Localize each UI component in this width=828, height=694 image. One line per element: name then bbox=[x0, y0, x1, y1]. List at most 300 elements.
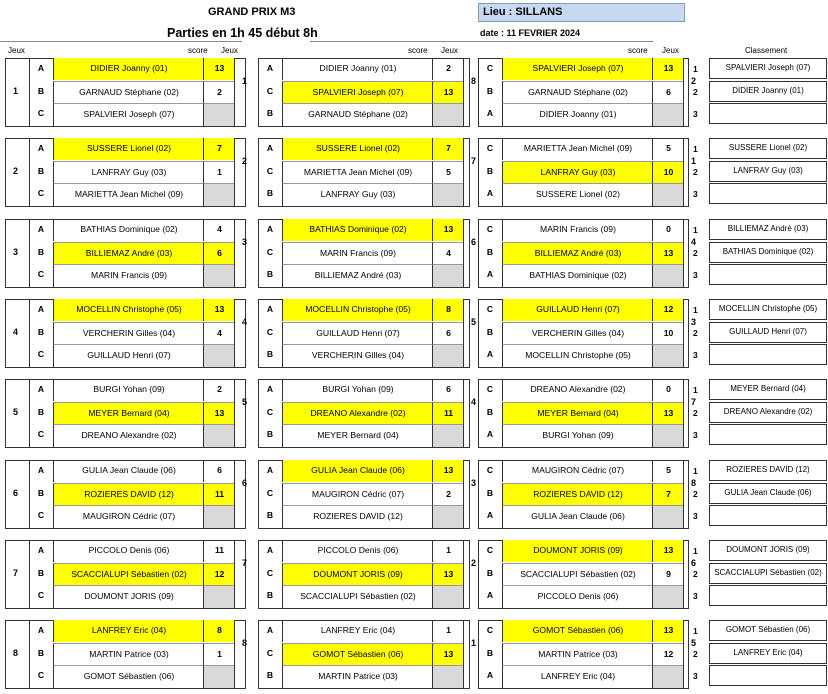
row-letter: B bbox=[266, 429, 274, 440]
row-letter: A bbox=[486, 429, 494, 440]
score-cell[interactable]: 12 bbox=[652, 643, 684, 666]
jeu-number: 7 bbox=[691, 397, 697, 407]
player-name: MARIETTA Jean Michel (09) bbox=[282, 161, 433, 184]
player-name: MARIETTA Jean Michel (09) bbox=[502, 138, 653, 160]
score-cell[interactable]: 11 bbox=[203, 540, 235, 562]
row-letter: A bbox=[486, 349, 494, 360]
jeu-divider bbox=[683, 219, 684, 287]
player-name: BILLIEMAZ André (03) bbox=[502, 242, 653, 265]
player-name: LANFREY Eric (04) bbox=[53, 620, 204, 642]
row-letter: C bbox=[266, 166, 274, 177]
jeu-number: 3 bbox=[242, 237, 248, 247]
player-name: MEYER Bernard (04) bbox=[53, 402, 204, 425]
group-block bbox=[0, 138, 828, 208]
row-letter: A bbox=[37, 304, 45, 315]
jeu-number: 2 bbox=[471, 558, 477, 568]
ranking-cell: GUILLAUD Henri (07) bbox=[709, 322, 827, 343]
row-letter: C bbox=[486, 545, 494, 556]
score-cell[interactable]: 10 bbox=[652, 161, 684, 184]
player-name: MOCELLIN Christophe (05) bbox=[53, 299, 204, 321]
row-letter: C bbox=[266, 648, 274, 659]
player-name: MARTIN Patrice (03) bbox=[53, 643, 204, 666]
table-row bbox=[0, 138, 828, 160]
table-row bbox=[0, 540, 828, 562]
player-name: BURGI Yohan (09) bbox=[282, 379, 433, 401]
jeu-divider bbox=[683, 540, 684, 608]
player-name: GOMOT Sébastien (06) bbox=[282, 643, 433, 666]
row-letter: A bbox=[266, 384, 274, 395]
score-cell[interactable]: 2 bbox=[432, 483, 464, 506]
player-name: DREANO Alexandre (02) bbox=[53, 424, 204, 447]
player-name: BATHIAS Dominique (02) bbox=[282, 219, 433, 241]
group-block bbox=[0, 620, 828, 690]
player-name: SCACCIALUPI Sébastien (02) bbox=[53, 563, 204, 586]
player-name: GUILLAUD Henri (07) bbox=[282, 322, 433, 345]
row-letter: A bbox=[266, 224, 274, 235]
jeu-number: 5 bbox=[471, 317, 477, 327]
row-letter: C bbox=[37, 188, 45, 199]
score-cell[interactable]: 5 bbox=[652, 138, 684, 160]
score-cell[interactable]: 9 bbox=[652, 563, 684, 586]
player-name: MOCELLIN Christophe (05) bbox=[282, 299, 433, 321]
score-cell[interactable] bbox=[652, 344, 684, 367]
table-row bbox=[0, 242, 828, 264]
ranking-cell: GOMOT Sébastien (06) bbox=[709, 620, 827, 641]
player-name: BATHIAS Dominique (02) bbox=[53, 219, 204, 241]
player-name: SPALVIERI Joseph (07) bbox=[53, 103, 204, 126]
row-letter: A bbox=[37, 465, 45, 476]
header-score-1: score bbox=[188, 46, 208, 55]
rank-number: 3 bbox=[693, 511, 698, 521]
table-row bbox=[0, 563, 828, 585]
player-name: GULIA Jean Claude (06) bbox=[53, 460, 204, 482]
page-title: GRAND PRIX M3 bbox=[208, 6, 296, 18]
player-name: SPALVIERI Joseph (07) bbox=[282, 81, 433, 104]
row-letter: A bbox=[266, 465, 274, 476]
jeu-number: 6 bbox=[471, 237, 477, 247]
score-cell[interactable]: 2 bbox=[203, 81, 235, 104]
row-letter: A bbox=[37, 384, 45, 395]
row-letter: B bbox=[37, 166, 45, 177]
score-cell[interactable]: 5 bbox=[652, 460, 684, 482]
row-letter: A bbox=[266, 545, 274, 556]
score-cell[interactable] bbox=[652, 665, 684, 688]
row-letter: A bbox=[266, 304, 274, 315]
header-score-2: score bbox=[408, 46, 428, 55]
group-block bbox=[0, 379, 828, 449]
group-number: 3 bbox=[13, 247, 19, 257]
rank-number: 3 bbox=[693, 591, 698, 601]
jeu-number: 8 bbox=[691, 478, 697, 488]
header-jeux-left: Jeux bbox=[8, 46, 25, 55]
table-row bbox=[0, 620, 828, 642]
header-jeux-2: Jeux bbox=[441, 46, 458, 55]
header-classement: Classement bbox=[745, 46, 788, 55]
rank-number: 2 bbox=[693, 328, 698, 338]
header-jeux-3: Jeux bbox=[662, 46, 679, 55]
player-name: MARTIN Patrice (03) bbox=[282, 665, 433, 688]
row-letter: B bbox=[486, 247, 494, 258]
rank-number: 1 bbox=[693, 305, 698, 315]
score-cell[interactable]: 2 bbox=[203, 379, 235, 401]
table-row bbox=[0, 483, 828, 505]
header-score-3: score bbox=[628, 46, 648, 55]
row-letter: A bbox=[486, 269, 494, 280]
score-cell[interactable]: 13 bbox=[203, 299, 235, 321]
date-label: date : 11 FEVRIER 2024 bbox=[480, 28, 581, 38]
header-rule bbox=[310, 41, 653, 42]
score-cell[interactable]: 12 bbox=[203, 563, 235, 586]
ranking-cell: GULIA Jean Claude (06) bbox=[709, 483, 827, 504]
row-letter: B bbox=[37, 648, 45, 659]
score-cell[interactable]: 13 bbox=[432, 81, 464, 104]
row-letter: A bbox=[486, 188, 494, 199]
score-cell[interactable]: 13 bbox=[432, 643, 464, 666]
ranking-cell: LANFREY Eric (04) bbox=[709, 643, 827, 664]
table-row bbox=[0, 402, 828, 424]
jeu-number: 8 bbox=[242, 638, 248, 648]
score-cell[interactable]: 13 bbox=[652, 242, 684, 265]
score-cell[interactable]: 13 bbox=[432, 219, 464, 241]
score-cell[interactable]: 5 bbox=[432, 161, 464, 184]
player-name: DREANO Alexandre (02) bbox=[282, 402, 433, 425]
ranking-cell: MOCELLIN Christophe (05) bbox=[709, 299, 827, 320]
row-letter: B bbox=[266, 108, 274, 119]
player-name: GOMOT Sébastien (06) bbox=[53, 665, 204, 688]
score-cell[interactable] bbox=[652, 424, 684, 447]
row-letter: C bbox=[486, 625, 494, 636]
ranking-cell: SPALVIERI Joseph (07) bbox=[709, 58, 827, 79]
jeu-number: 8 bbox=[471, 76, 477, 86]
score-cell[interactable]: 11 bbox=[432, 402, 464, 425]
player-name: MEYER Bernard (04) bbox=[502, 402, 653, 425]
score-cell[interactable]: 7 bbox=[203, 138, 235, 160]
player-name: LANFRAY Guy (03) bbox=[502, 161, 653, 184]
jeu-number: 7 bbox=[242, 558, 248, 568]
ranking-cell bbox=[709, 665, 827, 686]
table-row bbox=[0, 103, 828, 125]
ranking-cell: LANFRAY Guy (03) bbox=[709, 161, 827, 182]
player-name: VERCHERIN Gilles (04) bbox=[53, 322, 204, 345]
row-letter: C bbox=[37, 349, 45, 360]
table-row bbox=[0, 344, 828, 366]
table-row bbox=[0, 505, 828, 527]
jeu-divider bbox=[683, 620, 684, 688]
row-letter: C bbox=[486, 304, 494, 315]
jeu-divider bbox=[683, 299, 684, 367]
row-letter: B bbox=[266, 188, 274, 199]
table-row bbox=[0, 665, 828, 687]
player-name: DIDIER Joanny (01) bbox=[282, 58, 433, 80]
score-cell[interactable]: 13 bbox=[652, 620, 684, 642]
row-letter: B bbox=[37, 407, 45, 418]
table-row bbox=[0, 81, 828, 103]
group-block bbox=[0, 460, 828, 530]
player-name: BATHIAS Dominique (02) bbox=[502, 264, 653, 287]
ranking-cell: DREANO Alexandre (02) bbox=[709, 402, 827, 423]
player-name: MARIETTA Jean Michel (09) bbox=[53, 183, 204, 206]
rank-number: 3 bbox=[693, 109, 698, 119]
group-block bbox=[0, 299, 828, 369]
ranking-cell bbox=[709, 344, 827, 365]
row-letter: B bbox=[266, 269, 274, 280]
row-letter: C bbox=[486, 63, 494, 74]
jeu-number: 6 bbox=[242, 478, 248, 488]
rank-number: 3 bbox=[693, 430, 698, 440]
score-cell[interactable] bbox=[652, 103, 684, 126]
row-letter: A bbox=[486, 590, 494, 601]
player-name: MAUGIRON Cédric (07) bbox=[502, 460, 653, 482]
score-cell[interactable]: 6 bbox=[432, 322, 464, 345]
player-name: GOMOT Sébastien (06) bbox=[502, 620, 653, 642]
jeu-number: 1 bbox=[691, 156, 697, 166]
score-cell[interactable]: 0 bbox=[652, 379, 684, 401]
player-name: MEYER Bernard (04) bbox=[282, 424, 433, 447]
row-letter: B bbox=[266, 670, 274, 681]
row-letter: A bbox=[37, 63, 45, 74]
score-cell[interactable]: 13 bbox=[652, 58, 684, 80]
rank-number: 2 bbox=[693, 569, 698, 579]
score-cell[interactable]: 6 bbox=[203, 460, 235, 482]
jeu-number: 5 bbox=[691, 638, 697, 648]
player-name: VERCHERIN Gilles (04) bbox=[502, 322, 653, 345]
rank-number: 3 bbox=[693, 270, 698, 280]
row-letter: C bbox=[37, 429, 45, 440]
jeu-number: 2 bbox=[691, 76, 697, 86]
score-cell[interactable]: 1 bbox=[432, 620, 464, 642]
group-number: 7 bbox=[13, 568, 19, 578]
row-letter: C bbox=[486, 143, 494, 154]
table-row bbox=[0, 264, 828, 286]
rank-number: 2 bbox=[693, 167, 698, 177]
player-name: MARIN Francis (09) bbox=[282, 242, 433, 265]
ranking-cell: BILLIEMAZ André (03) bbox=[709, 219, 827, 240]
player-name: PICCOLO Denis (06) bbox=[502, 585, 653, 608]
ranking-cell: MEYER Bernard (04) bbox=[709, 379, 827, 400]
ranking-cell: DOUMONT JORIS (09) bbox=[709, 540, 827, 561]
page-subtitle: Parties en 1h 45 début 8h bbox=[167, 26, 318, 40]
rank-number: 1 bbox=[693, 466, 698, 476]
player-name: SUSSERE Lionel (02) bbox=[502, 183, 653, 206]
score-cell[interactable]: 12 bbox=[652, 299, 684, 321]
jeu-divider bbox=[683, 379, 684, 447]
row-letter: C bbox=[37, 269, 45, 280]
row-letter: B bbox=[37, 86, 45, 97]
table-row bbox=[0, 643, 828, 665]
player-name: LANFRAY Guy (03) bbox=[282, 183, 433, 206]
row-letter: C bbox=[266, 568, 274, 579]
row-letter: B bbox=[266, 590, 274, 601]
ranking-cell bbox=[709, 505, 827, 526]
player-name: ROZIERES DAVID (12) bbox=[282, 505, 433, 528]
score-cell[interactable] bbox=[652, 505, 684, 528]
score-cell[interactable]: 13 bbox=[432, 460, 464, 482]
row-letter: A bbox=[37, 625, 45, 636]
ranking-cell bbox=[709, 264, 827, 285]
jeu-divider bbox=[683, 138, 684, 206]
score-cell[interactable]: 7 bbox=[652, 483, 684, 506]
rank-number: 2 bbox=[693, 649, 698, 659]
score-cell[interactable] bbox=[652, 585, 684, 608]
player-name: PICCOLO Denis (06) bbox=[53, 540, 204, 562]
group-number: 6 bbox=[13, 488, 19, 498]
row-letter: C bbox=[266, 247, 274, 258]
ranking-cell bbox=[709, 424, 827, 445]
player-name: GUILLAUD Henri (07) bbox=[502, 299, 653, 321]
row-letter: B bbox=[486, 166, 494, 177]
row-letter: B bbox=[486, 648, 494, 659]
jeu-number: 2 bbox=[242, 156, 248, 166]
rank-number: 1 bbox=[693, 626, 698, 636]
table-row bbox=[0, 58, 828, 80]
player-name: GARNAUD Stéphane (02) bbox=[53, 81, 204, 104]
row-letter: C bbox=[37, 108, 45, 119]
row-letter: B bbox=[486, 407, 494, 418]
rank-number: 2 bbox=[693, 408, 698, 418]
player-name: GARNAUD Stéphane (02) bbox=[502, 81, 653, 104]
jeu-number: 4 bbox=[691, 237, 697, 247]
ranking-cell bbox=[709, 183, 827, 204]
location-box: Lieu : SILLANS bbox=[478, 3, 685, 22]
row-letter: C bbox=[37, 590, 45, 601]
rank-number: 1 bbox=[693, 64, 698, 74]
ranking-cell: DIDIER Joanny (01) bbox=[709, 81, 827, 102]
player-name: GARNAUD Stéphane (02) bbox=[282, 103, 433, 126]
player-name: VERCHERIN Gilles (04) bbox=[282, 344, 433, 367]
jeu-number: 3 bbox=[691, 317, 697, 327]
row-letter: C bbox=[486, 465, 494, 476]
score-cell[interactable]: 11 bbox=[203, 483, 235, 506]
score-cell[interactable]: 6 bbox=[432, 379, 464, 401]
score-cell[interactable]: 13 bbox=[652, 540, 684, 562]
rank-number: 3 bbox=[693, 189, 698, 199]
score-cell[interactable]: 8 bbox=[432, 299, 464, 321]
rank-number: 2 bbox=[693, 248, 698, 258]
jeu-number: 1 bbox=[471, 638, 477, 648]
row-letter: C bbox=[266, 327, 274, 338]
jeu-number: 4 bbox=[471, 397, 477, 407]
rank-number: 1 bbox=[693, 385, 698, 395]
ranking-cell: SUSSERE Lionel (02) bbox=[709, 138, 827, 159]
group-number: 2 bbox=[13, 166, 19, 176]
score-cell[interactable] bbox=[652, 264, 684, 287]
ranking-cell bbox=[709, 585, 827, 606]
rank-number: 1 bbox=[693, 225, 698, 235]
player-name: DIDIER Joanny (01) bbox=[502, 103, 653, 126]
table-row bbox=[0, 183, 828, 205]
rank-number: 3 bbox=[693, 671, 698, 681]
score-cell[interactable]: 13 bbox=[432, 563, 464, 586]
player-name: MARIN Francis (09) bbox=[502, 219, 653, 241]
row-letter: C bbox=[266, 86, 274, 97]
player-name: SUSSERE Lionel (02) bbox=[53, 138, 204, 160]
score-cell[interactable]: 13 bbox=[652, 402, 684, 425]
row-letter: B bbox=[266, 510, 274, 521]
group-number: 4 bbox=[13, 327, 19, 337]
row-letter: C bbox=[266, 488, 274, 499]
score-cell[interactable]: 1 bbox=[432, 540, 464, 562]
jeu-number: 7 bbox=[471, 156, 477, 166]
player-name: MOCELLIN Christophe (05) bbox=[502, 344, 653, 367]
player-name: DOUMONT JORIS (09) bbox=[282, 563, 433, 586]
score-cell[interactable]: 2 bbox=[432, 58, 464, 80]
player-name: GULIA Jean Claude (06) bbox=[502, 505, 653, 528]
rank-number: 3 bbox=[693, 350, 698, 360]
score-cell[interactable]: 0 bbox=[652, 219, 684, 241]
rank-number: 1 bbox=[693, 144, 698, 154]
player-name: ROZIERES DAVID (12) bbox=[53, 483, 204, 506]
table-row bbox=[0, 460, 828, 482]
row-letter: A bbox=[266, 143, 274, 154]
group-block bbox=[0, 540, 828, 610]
score-cell[interactable]: 4 bbox=[203, 219, 235, 241]
score-cell[interactable]: 1 bbox=[203, 643, 235, 666]
score-cell[interactable]: 1 bbox=[203, 161, 235, 184]
row-letter: C bbox=[37, 510, 45, 521]
group-block bbox=[0, 58, 828, 128]
group-number: 5 bbox=[13, 407, 19, 417]
row-letter: A bbox=[37, 545, 45, 556]
jeu-number: 5 bbox=[242, 397, 248, 407]
rank-number: 1 bbox=[693, 546, 698, 556]
table-row bbox=[0, 161, 828, 183]
player-name: MAUGIRON Cédric (07) bbox=[282, 483, 433, 506]
row-letter: A bbox=[266, 625, 274, 636]
ranking-cell: BATHIAS Dominique (02) bbox=[709, 242, 827, 263]
score-cell[interactable]: 6 bbox=[652, 81, 684, 104]
row-letter: C bbox=[37, 670, 45, 681]
row-letter: A bbox=[37, 224, 45, 235]
group-block bbox=[0, 219, 828, 289]
player-name: PICCOLO Denis (06) bbox=[282, 540, 433, 562]
jeu-divider bbox=[683, 460, 684, 528]
table-row bbox=[0, 379, 828, 401]
score-cell[interactable]: 13 bbox=[203, 58, 235, 80]
row-letter: C bbox=[486, 224, 494, 235]
score-cell[interactable]: 4 bbox=[432, 242, 464, 265]
row-letter: B bbox=[486, 327, 494, 338]
row-letter: B bbox=[37, 568, 45, 579]
row-letter: A bbox=[266, 63, 274, 74]
player-name: BILLIEMAZ André (03) bbox=[282, 264, 433, 287]
score-cell[interactable]: 10 bbox=[652, 322, 684, 345]
player-name: BURGI Yohan (09) bbox=[53, 379, 204, 401]
header-rule bbox=[0, 41, 242, 42]
score-cell[interactable]: 8 bbox=[203, 620, 235, 642]
row-letter: A bbox=[486, 108, 494, 119]
row-letter: B bbox=[37, 247, 45, 258]
player-name: ROZIERES DAVID (12) bbox=[502, 483, 653, 506]
score-cell[interactable]: 6 bbox=[203, 242, 235, 265]
score-cell[interactable]: 4 bbox=[203, 322, 235, 345]
score-cell[interactable]: 13 bbox=[203, 402, 235, 425]
player-name: LANFREY Eric (04) bbox=[502, 665, 653, 688]
row-letter: B bbox=[486, 488, 494, 499]
player-name: SCACCIALUPI Sébastien (02) bbox=[502, 563, 653, 586]
player-name: MARTIN Patrice (03) bbox=[502, 643, 653, 666]
jeu-number: 3 bbox=[471, 478, 477, 488]
player-name: MAUGIRON Cédric (07) bbox=[53, 505, 204, 528]
rank-number: 2 bbox=[693, 87, 698, 97]
ranking-cell: SCACCIALUPI Sébastien (02) bbox=[709, 563, 827, 584]
jeu-number: 6 bbox=[691, 558, 697, 568]
player-name: SCACCIALUPI Sébastien (02) bbox=[282, 585, 433, 608]
score-cell[interactable]: 7 bbox=[432, 138, 464, 160]
player-name: MARIN Francis (09) bbox=[53, 264, 204, 287]
row-letter: B bbox=[486, 86, 494, 97]
score-cell[interactable] bbox=[652, 183, 684, 206]
table-row bbox=[0, 322, 828, 344]
